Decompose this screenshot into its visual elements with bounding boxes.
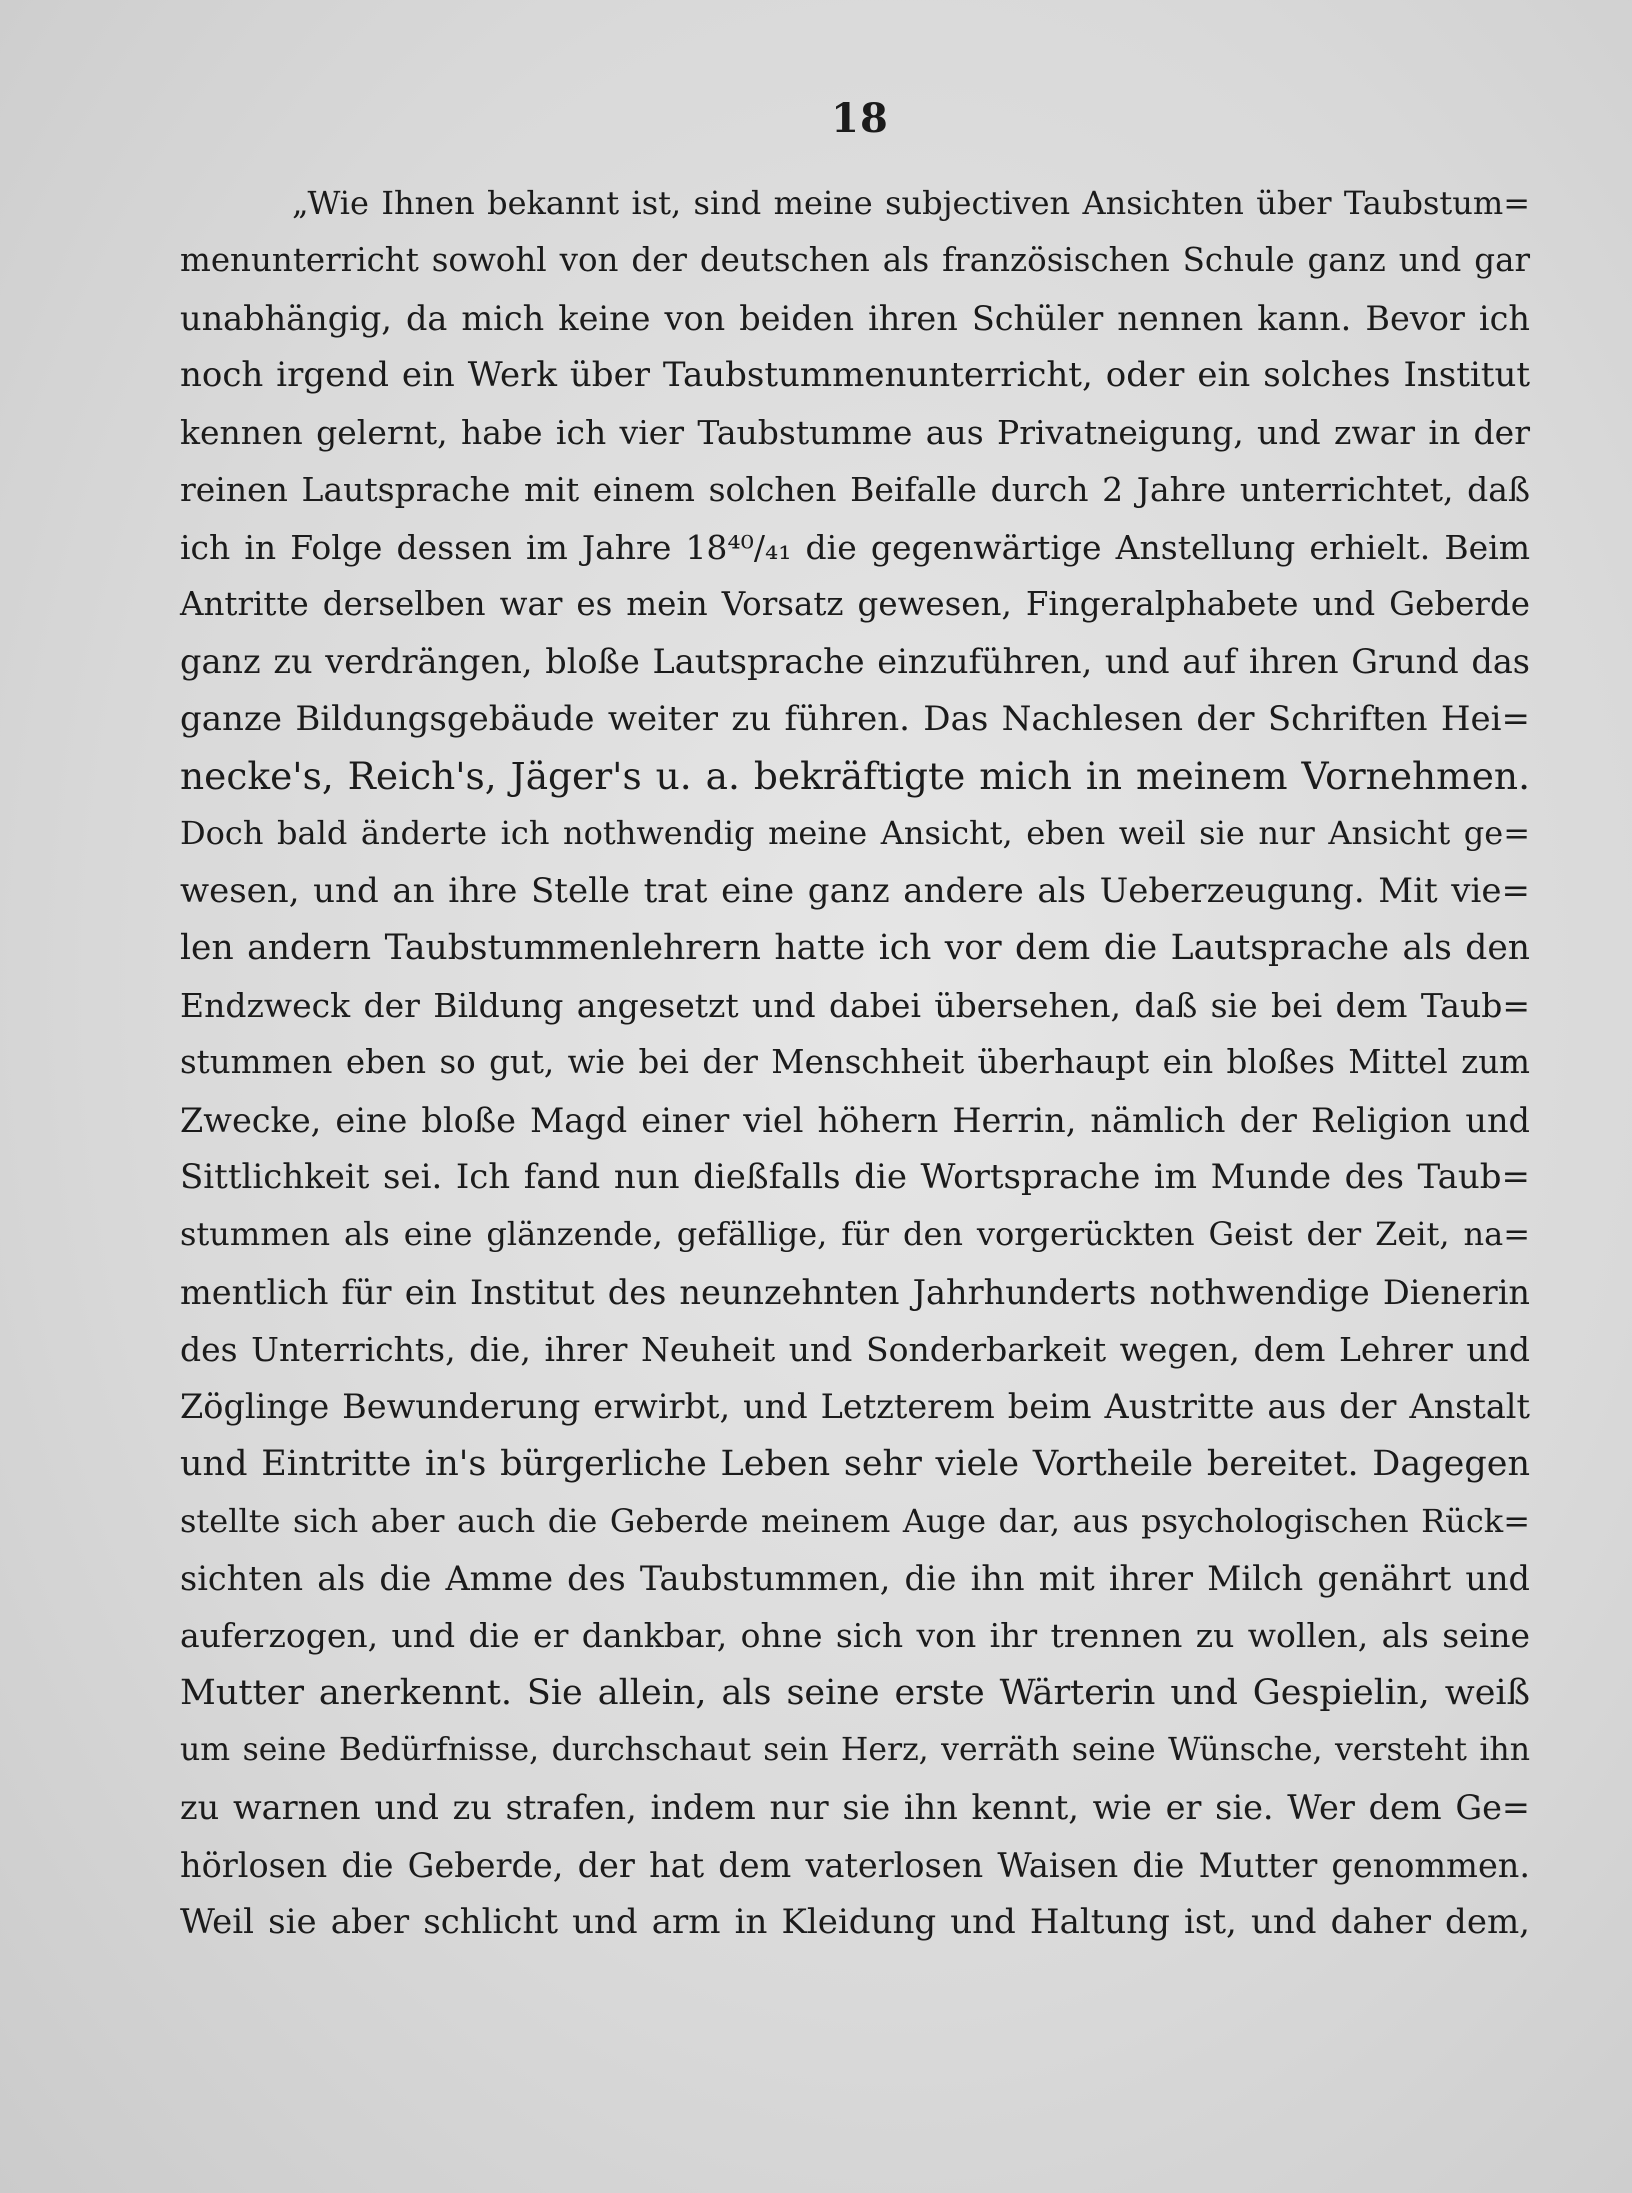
text-line: reinen Lautsprache mit einem solchen Beifalle durch 2 Jahre unterrichtet, daß [180,470,1530,510]
text-line: wesen, und an ihre Stelle trat eine ganz andere als Ueberzeugung. Mit vie= [180,870,1530,911]
text-line: Mutter anerkennt. Sie allein, als seine erste Wärterin und Gespielin, weiß [180,1672,1530,1713]
text-line: ganze Bildungsgebäude weiter zu führen. Das Nachlesen der Schriften Hei= [180,698,1530,739]
page-number: 18 [831,95,889,142]
text-line: Antritte derselben war es mein Vorsatz gewesen, Fingeralphabete und Geberde [180,585,1530,624]
text-line: Doch bald änderte ich nothwendig meine Ansicht, eben weil sie nur Ansicht ge= [180,814,1530,853]
text-line: hörlosen die Geberde, der hat dem vaterlosen Waisen die Mutter genommen. [180,1845,1530,1885]
text-line: Sittlichkeit sei. Ich fand nun dießfalls die Wortsprache im Munde des Taub= [180,1157,1530,1198]
text-line: stummen eben so gut, wie bei der Menschheit überhaupt ein bloßes Mittel zum [180,1043,1530,1082]
text-line: menunterricht sowohl von der deutschen als französischen Schule ganz und gar [180,241,1530,280]
text-line: noch irgend ein Werk über Taubstummenunterricht, oder ein solches Institut [180,354,1530,395]
text-line: Endzweck der Bildung angesetzt und dabei übersehen, daß sie bei dem Taub= [180,986,1530,1026]
text-line: ich in Folge dessen im Jahre 18⁴⁰/₄₁ die gegenwärtige Anstellung erhielt. Beim [180,527,1530,567]
text-line: stummen als eine glänzende, gefällige, für den vorgerückten Geist der Zeit, na= [180,1215,1530,1254]
text-line: necke's, Reich's, Jäger's u. a. bekräftigte mich in meinem Vornehmen. [180,753,1530,798]
text-line: len andern Taubstummenlehrern hatte ich vor dem die Lautsprache als den [180,927,1530,968]
text-line: Weil sie aber schlicht und arm in Kleidung und Haltung ist, und daher dem, [180,1901,1530,1942]
text-line: „Wie Ihnen bekannt ist, sind meine subjectiven Ansichten über Taubstum= [292,184,1530,222]
body-text [180,175,1530,1951]
text-line: auferzogen, und die er dankbar, ohne sich von ihr trennen zu wollen, als seine [180,1616,1530,1656]
text-line: Zöglinge Bewunderung erwirbt, und Letzterem beim Austritte aus der Anstalt [180,1387,1530,1427]
text-line: und Eintritte in's bürgerliche Leben sehr viele Vortheile bereitet. Dagegen [180,1443,1530,1484]
text-line: stellte sich aber auch die Geberde meinem Auge dar, aus psychologischen Rück= [180,1501,1530,1540]
text-line: kennen gelernt, habe ich vier Taubstumme aus Privatneigung, und zwar in der [180,413,1530,453]
text-line: zu warnen und zu strafen, indem nur sie ihn kennt, wie er sie. Wer dem Ge= [180,1788,1530,1828]
text-line: ganz zu verdrängen, bloße Lautsprache einzuführen, und auf ihren Grund das [180,642,1530,682]
text-line: Zwecke, eine bloße Magd einer viel höhern Herrin, nämlich der Religion und [180,1100,1530,1140]
text-line: sichten als die Amme des Taubstummen, die ihn mit ihrer Milch genährt und [180,1559,1530,1599]
text-line: unabhängig, da mich keine von beiden ihren Schüler nennen kann. Bevor ich [180,298,1530,338]
text-line: mentlich für ein Institut des neunzehnten Jahrhunderts nothwendige Dienerin [180,1272,1530,1312]
text-line: des Unterrichts, die, ihrer Neuheit und Sonderbarkeit wegen, dem Lehrer und [180,1329,1530,1369]
text-line: um seine Bedürfnisse, durchschaut sein Herz, verräth seine Wünsche, versteht ihn [180,1732,1530,1769]
